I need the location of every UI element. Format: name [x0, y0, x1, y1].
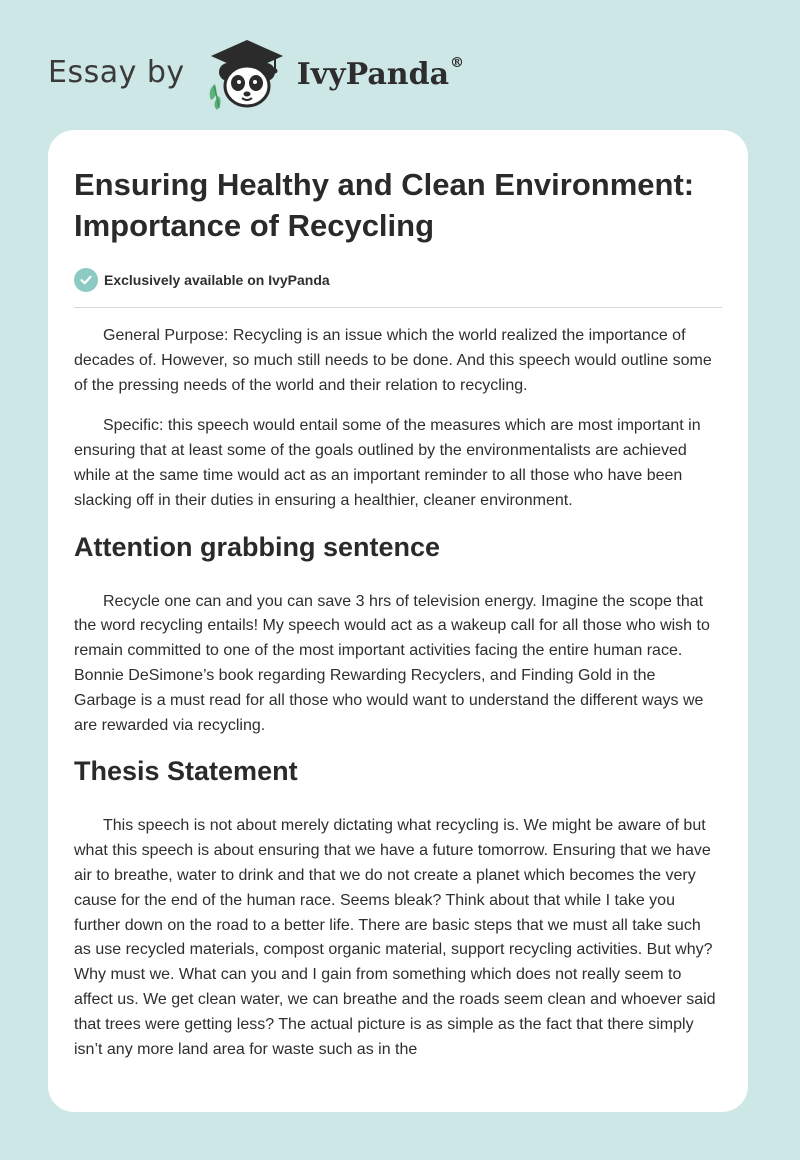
exclusive-badge: [74, 267, 722, 293]
paragraph-specific: Specific: this speech would entail some of the measures which are most important in ensuring that at least some of the goals outlined by the environmentalists are achieved while at the same time would act as an important reminder to all those who have been slacking off in their duties in ensuring a healthier, cleaner environment.: [74, 417, 701, 509]
paragraph-attention-grabbing: Recycle one can and you can save 3 hrs of television energy. Imagine the scope that the word recycling entails! My speech would act as a wakeup call for all those who wish to remain committed to one of the most important activities facing the entire human race. Bonnie DeSimone’s book regarding Rewarding Recyclers, and Finding Gold in the Garbage is a must read for all those who would want to understand the different ways we are rewarded via recycling.: [74, 592, 710, 734]
paragraph-general-purpose: General Purpose: Recycling is an issue which the world realized the importance of decades of. However, so much still needs to be done. And this speech would outline some of the pressing needs of the world and their relation to recycling.: [74, 327, 712, 394]
check-icon: [74, 268, 98, 292]
registered-mark: ®: [450, 54, 465, 71]
paragraph-thesis-statement: This speech is not about merely dictating what recycling is. We might be aware of but what this speech is about ensuring that we have a future tomorrow. Ensuring that we have air to breathe, water to drink and that we do not create a planet which becomes the very cause for the end of the human race. Seems bleak? Think about that while I take you further down on the road to a better life. There are basic steps that we must all take such as use recycled materials, compost organic material, support recycling activities. But why? Why must we. What can you and I gain from something which does not really seem to affect us. We get clean water, we can breathe and the roads seem clean and whoever said that trees were getting less? The actual picture is as simple as the fact that there simply isn’t any more land area for waste such as in the: [74, 817, 716, 1058]
ivypanda-logo-icon[interactable]: [201, 34, 293, 110]
essay-card: [48, 130, 748, 1112]
site-header: [48, 34, 464, 110]
page-title: Ensuring Healthy and Clean Environment: Importance of Recycling: [74, 167, 695, 243]
brand-name: IvyPanda®: [296, 54, 465, 92]
heading-thesis-statement: Thesis Statement: [74, 756, 298, 787]
heading-attention-grabbing: Attention grabbing sentence: [74, 531, 441, 562]
divider: [74, 307, 722, 308]
exclusive-label: Exclusively available on IvyPanda: [104, 272, 330, 288]
essay-by-label: Essay by: [48, 54, 185, 90]
